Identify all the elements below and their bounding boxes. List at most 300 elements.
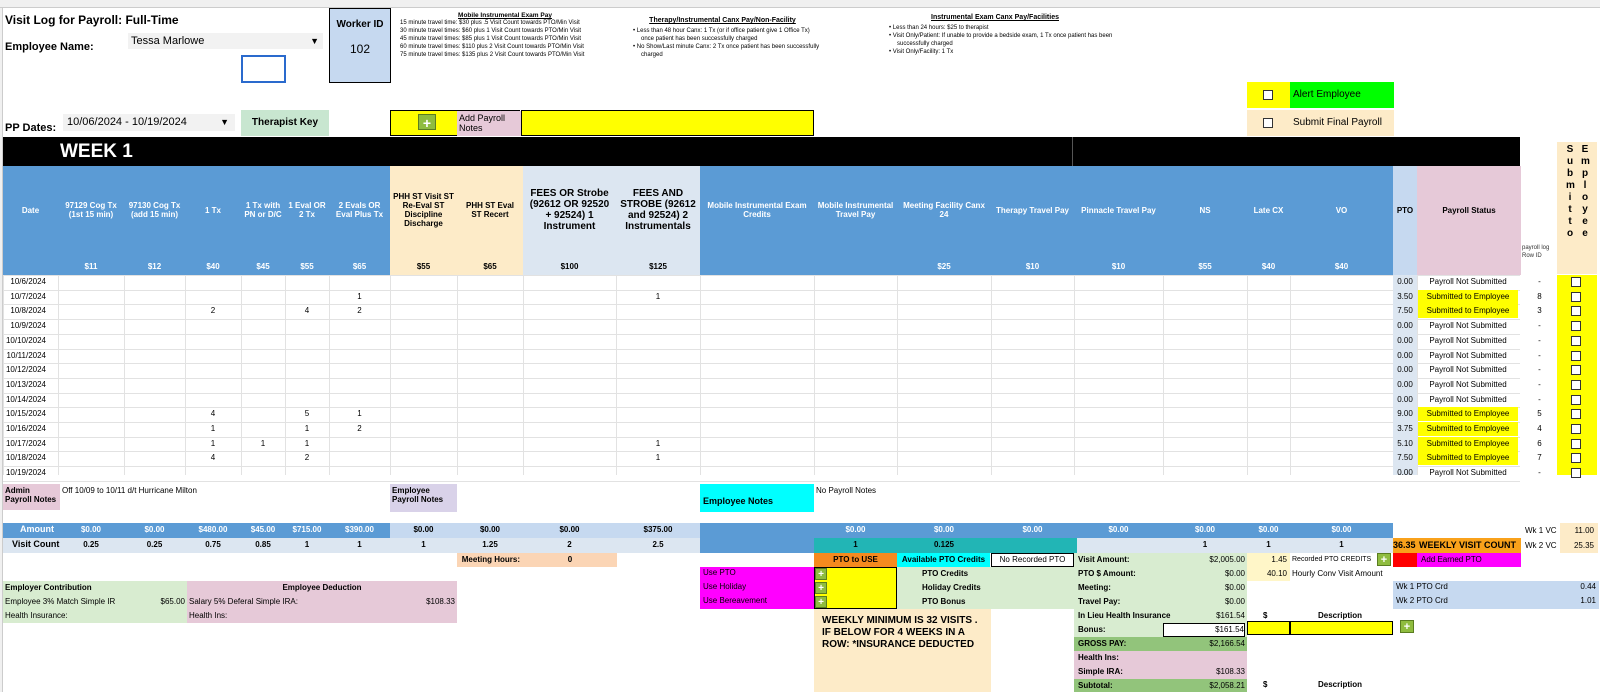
column-rate-9: $100 [560,262,579,271]
column-header-label: 1 Tx [204,205,221,215]
employee-deduction-label: Employee Deduction [187,581,457,595]
wk1-pto-value: 0.44 [1580,582,1596,591]
column-header-label: Meeting Facility Canx 24 [903,201,985,219]
amount-value: $0.00 [1022,525,1043,534]
column-header-label: Late CX [1253,205,1284,215]
pp-dates-select[interactable] [63,114,235,131]
summary-label: GROSS PAY: [1078,639,1127,648]
submit-row-checkbox[interactable] [1571,292,1581,302]
column-header-label: FEES OR Strobe (92612 OR 92520 + 92524) 1 Instrument [529,188,610,232]
salary-deferral-value: $108.33 [426,597,455,606]
employee-payroll-notes-label: Employee Payroll Notes [390,484,457,512]
hourly-conv-value: 40.10 [1247,567,1290,581]
grid-line [3,378,1520,379]
grid-line [3,319,1520,320]
cell-pto[interactable]: 0.00 [1397,394,1413,404]
cell-pto[interactable]: 0.00 [1397,379,1413,389]
amount-label: Amount [20,524,54,534]
submit-row-checkbox[interactable] [1571,439,1581,449]
pto-bonus-label: PTO Bonus [897,595,1074,609]
wk1-pto-label: Wk 1 PTO Crd [1396,582,1448,591]
weekly-minimum-note: WEEKLY MINIMUM IS 32 VISITS . IF BELOW FOR 4 WEEKS IN A ROW: *INSURANCE DEDUCTED [814,609,991,692]
column-header-label: PTO [1396,205,1414,215]
submit-row-checkbox[interactable] [1571,380,1581,390]
column-header-19 [1393,170,1417,250]
add-earned-pto-label[interactable]: Add Earned PTO [1417,553,1521,567]
visit-count-value: 0.125 [933,540,955,549]
grid-line [3,275,1520,276]
amount-value: $45.00 [250,525,276,534]
amount-value: $480.00 [198,525,228,534]
visit-count-value: 2.5 [652,540,664,549]
column-header-10 [616,170,700,250]
use-bereavement-label: Use Bereavement [703,596,768,605]
column-header-label: PHH ST Eval ST Recert [465,201,514,219]
submit-row-checkbox[interactable] [1571,453,1581,463]
grid-line [1290,275,1291,475]
summary-label: Health Ins: [1078,653,1119,662]
bonus-dollar-header-2: $ [1263,680,1268,689]
summary-value: $0.00 [1224,569,1245,578]
add-bonus-button[interactable]: + [1400,620,1414,633]
add-pto-button[interactable]: + [815,568,827,580]
summary-label: Visit Amount: [1078,555,1130,564]
therapy-canx-title: Therapy/Instrumental Canx Pay/Non-Facility [649,17,796,24]
cell-evals2[interactable]: 1 [357,409,362,419]
visit-count-value: 1 [304,540,310,549]
mobile-line-4: 75 minute travel times: $135 plus 2 Visit Count towards PTO/Min Visit [400,52,585,58]
mobile-exam-pay-info [400,12,610,59]
alert-employee-label: Alert Employee [1290,82,1394,108]
column-header-16 [1163,170,1247,250]
no-payroll-notes: No Payroll Notes [816,486,877,495]
employee-match-label: Employee 3% Match Simple IR [3,595,187,609]
summary-value: $161.54 [1216,611,1245,620]
cell-pto[interactable]: 7.50 [1397,453,1413,463]
instr-line-2: • Visit Only/Facility: 1 Tx [889,49,954,55]
column-header-4 [241,170,285,250]
recorded-pto-value: 1.45 [1247,553,1290,567]
grid-line [3,393,1520,394]
summary-label: In Lieu Health Insurance [1078,611,1171,620]
column-rate-16: $55 [1198,262,1212,271]
cell-pto[interactable]: 9.00 [1397,409,1413,419]
column-header-14 [991,170,1074,250]
payroll-status: Payroll Not Submitted [1429,335,1507,345]
column-rate-8: $65 [483,262,497,271]
worker-id-value: 102 [349,42,371,56]
column-header-12 [814,170,897,250]
summary-value: $0.00 [1224,597,1245,606]
cell-date[interactable]: 10/9/2024 [10,321,46,331]
cell-tx[interactable]: 1 [210,424,216,433]
amount-value: $0.00 [1331,525,1352,534]
visit-count-value: 1 [1266,540,1271,549]
summary-label: Travel Pay: [1078,597,1121,606]
submit-header-cell [1557,142,1597,274]
column-rate-3: $40 [206,262,220,271]
mobile-line-2: 45 minute travel times: $85 plus 1 Visit Count towards PTO/Min Visit [400,36,582,42]
submit-row-checkbox[interactable] [1571,321,1581,331]
health-ins-employee: Health Ins: [187,609,457,623]
cell-pto[interactable]: 7.50 [1397,306,1413,316]
column-header-label: PHH ST Visit ST Re-Eval ST Discipline Discharge [393,192,454,228]
cell-pto[interactable]: 5.10 [1397,438,1413,448]
column-header-2 [124,170,185,250]
amount-value: $0.00 [559,525,580,534]
payroll-status: Submitted to Employee [1418,290,1518,304]
cell-date[interactable]: 10/15/2024 [5,409,46,419]
sheet-title: Visit Log for Payroll: Full-Time [5,13,179,27]
chevron-down-icon: ▼ [220,117,229,127]
visit-count-value: 1 [1339,540,1344,549]
payroll-status: Payroll Not Submitted [1429,350,1507,360]
worker-id-box [329,8,391,83]
wk2-vc-label: Wk 2 VC [1525,541,1557,550]
grid-line [3,290,1520,291]
wk2-vc-value: 25.35 [1560,538,1598,553]
holiday-credits-label: Holiday Credits [897,581,1074,595]
pto-credits-label: PTO Credits [897,567,1074,581]
wk1-vc-label: Wk 1 VC [1525,526,1557,535]
amount-value: $715.00 [292,525,322,534]
bonus-description-header: Description [1318,611,1363,620]
amount-value: $0.00 [1258,525,1279,534]
cell-date[interactable]: 10/16/2024 [5,424,46,433]
column-header-9 [523,170,616,250]
cell-strobe[interactable]: 1 [655,438,661,448]
employee-label: Employee Name: [5,41,94,53]
instr-line-0: • Less than 24 hours: $25 to therapist [889,25,989,31]
cell-date[interactable]: 10/18/2024 [5,453,46,463]
amount-value: $0.00 [80,525,102,534]
cell-eval2[interactable]: 1 [304,424,310,433]
grid-line [991,275,992,475]
column-rate-1: $11 [84,262,98,271]
column-header-label: Mobile Instrumental Exam Credits [707,201,807,219]
mobile-line-0: 15 minute travel time: $30 plus .5 Visit Count towards PTO/Min Visit [400,20,580,26]
visit-count-value: 1 [421,540,426,549]
grid-line [3,334,1520,335]
cell-eval2[interactable]: 1 [304,438,310,448]
pp-dates-label: PP Dates: [5,122,57,134]
payroll-status: Payroll Not Submitted [1429,468,1507,478]
grid-line [897,275,898,475]
amount-value: $375.00 [643,525,673,534]
wk1-vc-value: 11.00 [1560,523,1598,538]
amount-value: $0.00 [1108,525,1129,534]
cell-eval2[interactable]: 4 [304,306,310,316]
cell-date[interactable]: 10/14/2024 [5,394,46,404]
row-id: 5 [1537,409,1542,419]
grid-line [457,275,458,475]
submit-row-checkbox[interactable] [1571,468,1581,478]
pto-to-use-label: PTO to USE [814,553,897,567]
cell-date[interactable]: 10/11/2024 [6,350,46,360]
weekly-total: 36.35 [1393,538,1417,553]
employee-name: Tessa Marlowe [131,35,205,47]
employee-vertical-label: E m p l o y e e [1581,144,1590,239]
column-header-label: NS [1199,205,1211,215]
row-id: - [1538,321,1541,331]
add-payroll-note-button[interactable]: + [418,114,436,130]
summary-label: Bonus: [1078,625,1106,634]
available-pto-label: Available PTO Credits [897,553,990,567]
summary-value: $2,005.00 [1209,555,1245,564]
meeting-hours-value[interactable]: 0 [523,553,617,567]
instrumental-canx-info [875,14,1115,56]
payroll-status: Payroll Not Submitted [1429,321,1507,331]
column-header-7 [390,170,457,250]
submit-row-checkbox[interactable] [1571,395,1581,405]
grid-line [1247,275,1248,475]
column-rate-13: $25 [937,262,951,271]
submit-final-checkbox[interactable] [1263,118,1273,128]
amount-value: $0.00 [845,525,866,534]
payroll-status: Submitted to Employee [1418,451,1518,465]
row-id: 6 [1537,438,1542,448]
cell-evals2[interactable]: 2 [357,306,362,316]
row-id: - [1538,350,1541,360]
column-header-label: 97129 Cog Tx (1st 15 min) [65,201,117,219]
worker-id-label: Worker ID [336,19,384,30]
column-header-label: FEES AND STROBE (92612 and 92524) 2 Instrumentals [620,188,696,232]
grid-line [1074,275,1075,475]
submit-row-checkbox[interactable] [1571,336,1581,346]
column-rate-2: $12 [147,262,162,271]
row-id: - [1538,335,1541,345]
health-insurance-employer: Health Insurance: [3,609,187,623]
pp-dates-value: 10/06/2024 - 10/19/2024 [67,116,187,128]
grid-line [814,275,815,475]
row-id: 4 [1537,424,1542,433]
cell-pto[interactable]: 0.00 [1397,277,1413,286]
visit-count-value: 1.25 [482,540,498,549]
payroll-status: Payroll Not Submitted [1429,394,1507,404]
grid-line [700,275,701,475]
cell-eval2[interactable]: 2 [304,453,310,463]
cell-date[interactable]: 10/10/2024 [5,335,46,345]
alert-employee-checkbox[interactable] [1263,90,1273,100]
row-id: - [1538,394,1541,404]
instr-line-1: • Visit Only/Patient: If unable to provide a bedside exam, 1 Tx once patient has been successfully charged [889,33,1113,47]
instrumental-canx-title: Instrumental Exam Canx Pay/Facilities [931,14,1059,21]
cell-date[interactable]: 10/8/2024 [10,306,46,316]
add-holiday-button[interactable]: + [815,582,827,594]
submit-row-checkbox[interactable] [1571,351,1581,361]
bonus-description-input[interactable] [1290,621,1393,635]
salary-deferral-label: Salary 5% Deferal Simple IRA: [187,595,457,609]
visit-count-value: 1 [357,540,362,549]
column-header-label: Mobile Instrumental Travel Pay [817,201,894,219]
cell-pto[interactable]: 3.50 [1397,291,1413,301]
visit-count-value [1074,538,1163,552]
wk2-pto-label: Wk 2 PTO Crd [1396,596,1448,605]
visit-count-value: 0.25 [146,540,163,549]
payroll-status: Submitted to Employee [1418,422,1518,436]
summary-value: $108.33 [1216,667,1245,676]
submit-row-checkbox[interactable] [1571,306,1581,316]
cell-strobe[interactable]: 1 [655,291,661,301]
cell-date[interactable]: 10/17/2024 [5,438,46,448]
column-header-3 [185,170,241,250]
summary-value: $0.00 [1224,583,1245,592]
add-payroll-notes-label: Add Payroll Notes [457,111,521,136]
cell-pto[interactable]: 3.75 [1397,424,1413,433]
submit-row-checkbox[interactable] [1571,365,1581,375]
meeting-hours-label: Meeting Hours: [457,553,523,567]
grid-line [523,275,524,475]
summary-label: PTO $ Amount: [1078,569,1136,578]
submit-final-payroll-label: Submit Final Payroll [1290,110,1394,136]
cell-pto[interactable]: 0.00 [1397,365,1413,375]
week-bar [3,137,1520,166]
bonus-description-header-2: Description [1318,680,1363,689]
cell-date[interactable]: 10/13/2024 [5,379,46,389]
payroll-status: Payroll Not Submitted [1429,277,1507,286]
column-header-label: Date [21,205,40,215]
column-rate-15: $10 [1111,262,1126,271]
cell-evals2[interactable]: 2 [357,424,362,433]
summary-label: Subtotal: [1078,681,1113,690]
column-rate-10: $125 [649,262,667,271]
column-header-18 [1290,170,1393,250]
visit-count-value: 2 [567,540,572,549]
week-divider [1072,137,1073,166]
cell-date[interactable]: 10/7/2024 [10,291,46,301]
amount-value [700,523,814,537]
column-header-11 [700,170,814,250]
column-header-13 [897,170,991,250]
hourly-conv-label: Hourly Conv Visit Amount [1292,569,1383,578]
column-rate-5: $55 [300,262,314,271]
employee-match-value: $65.00 [160,597,185,606]
cell-tx[interactable]: 4 [210,409,216,419]
grid-line [3,349,1520,350]
cell-date[interactable]: 10/19/2024 [5,468,46,478]
column-header-label: Pinnacle Travel Pay [1081,205,1156,215]
row-id: - [1538,365,1541,375]
employee-select[interactable] [128,33,323,49]
payroll-status: Payroll Not Submitted [1429,379,1507,389]
therapy-line-1: • No Show/Last minute Canx: 2 Tx once patient has been successfully charged [633,44,820,58]
column-header-0 [3,170,58,250]
add-recorded-pto-button[interactable]: + [1377,553,1391,566]
column-header-strip [0,0,1600,8]
therapy-line-0: • Less than 48 hour Canx: 1 Tx (or if office patient give 1 Office Tx) once patient has been successfully charged [633,28,810,42]
column-header-20 [1417,170,1521,250]
column-header-label: VO [1335,205,1348,215]
cell-tx[interactable]: 2 [210,306,216,316]
cell-strobe[interactable]: 1 [655,453,661,463]
admin-notes-text[interactable]: Off 10/09 to 10/11 d/t Hurricane Milton [62,486,197,495]
no-recorded-pto: No Recorded PTO [991,553,1074,567]
cell-txpn[interactable]: 1 [260,438,266,448]
employee-notes-label: Employee Notes [700,484,814,512]
row-id: 3 [1537,306,1542,316]
mobile-line-1: 30 minute travel times: $60 plus 1 Visit Count towards PTO/Min Visit [400,28,582,34]
mobile-line-3: 60 minute travel times: $110 plus 2 Visit Count towards PTO/Min Visit [400,44,584,50]
summary-label: Meeting: [1078,583,1111,592]
column-rate-17: $40 [1261,262,1276,271]
grid-line [58,275,59,475]
payroll-status: Submitted to Employee [1418,407,1518,421]
column-header-6 [329,170,390,250]
bonus-amount-input[interactable] [1247,621,1290,635]
cell-pto[interactable]: 0.00 [1397,321,1413,331]
add-earned-red [1393,553,1417,567]
grid-line [390,275,391,475]
cell-pto[interactable]: 0.00 [1397,468,1413,478]
column-header-5 [285,170,329,250]
column-rate-18: $40 [1334,262,1349,271]
amount-value: $0.00 [144,525,165,534]
summary-value: $161.54 [1163,623,1245,637]
column-header-label: 1 Eval OR 2 Tx [288,201,326,219]
summary-value: $2,166.54 [1209,639,1245,648]
visit-count-value: 1 [853,540,858,549]
cell-evals2[interactable]: 1 [357,291,362,301]
amount-value: $0.00 [413,525,434,534]
visit-count-value: 0.75 [205,540,221,549]
row-id-header: payroll log Row ID [1522,245,1550,259]
summary-label: Simple IRA: [1078,667,1123,676]
submit-row-checkbox[interactable] [1571,424,1581,434]
amount-value: $390.00 [345,525,374,534]
submit-row-checkbox[interactable] [1571,409,1581,419]
row-id: - [1538,379,1541,389]
amount-value: $0.00 [1194,525,1216,534]
column-rate-7: $55 [416,262,431,271]
column-header-label: Therapy Travel Pay [996,205,1069,215]
grid-line [124,275,125,475]
use-pto-label: Use PTO [703,568,736,577]
column-header-17 [1247,170,1290,250]
visit-count-value [991,538,1074,552]
amount-value: $0.00 [933,525,955,534]
selected-cell[interactable] [241,55,286,83]
grid-line [3,466,1520,467]
submit-row-checkbox[interactable] [1571,277,1581,287]
cell-date[interactable]: 10/6/2024 [10,277,46,286]
payroll-notes-input[interactable] [521,110,814,136]
cell-tx[interactable]: 1 [210,438,216,448]
therapist-key-label: Therapist Key [241,110,329,136]
row-id: 7 [1537,453,1542,463]
bonus-dollar-header: $ [1263,611,1268,620]
week-label: WEEK 1 [60,141,133,162]
grid-line [3,481,1520,482]
cell-date[interactable]: 10/12/2024 [5,365,46,375]
column-header-label: 1 Tx with PN or D/C [244,201,282,219]
cell-tx[interactable]: 4 [210,453,216,463]
payroll-status: Submitted to Employee [1418,304,1518,318]
row-id: - [1538,468,1541,478]
cell-pto[interactable]: 0.00 [1397,350,1413,360]
visit-count-value: 1 [1202,540,1208,549]
visit-count-value: 0.85 [255,540,271,549]
employer-contribution-label: Employer Contribution [3,581,187,595]
add-bereavement-button[interactable]: + [815,596,827,608]
visit-count-value: 0.25 [83,540,99,549]
recorded-pto-label: Recorded PTO CREDITS [1292,556,1372,563]
column-header-label: 2 Evals OR Eval Plus Tx [335,201,384,219]
admin-notes-label: Admin Payroll Notes [3,484,60,510]
grid-line [3,363,1520,364]
payroll-status: Payroll Not Submitted [1429,365,1507,375]
cell-pto[interactable]: 0.00 [1397,335,1413,345]
cell-eval2[interactable]: 5 [304,409,310,419]
